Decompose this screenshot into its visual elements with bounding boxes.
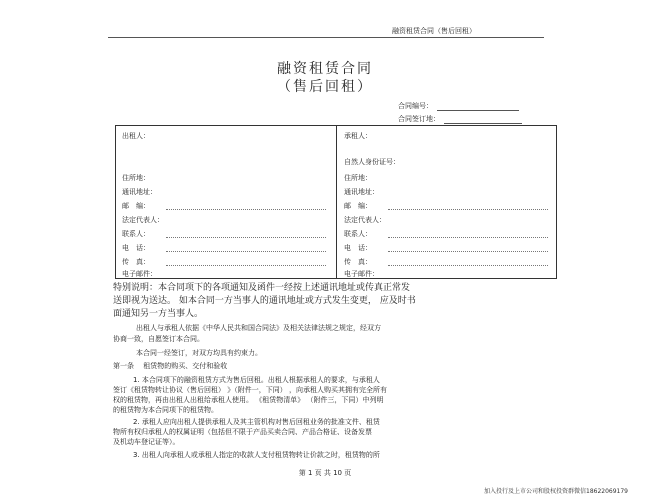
lessee-contact-blank[interactable] [388, 237, 548, 238]
article-1-para-1-line: 的租赁物为本合同项下的租赁物。 [113, 406, 218, 414]
lessee-name-label: 承租人： [344, 132, 372, 140]
lessee-address-label: 住所地： [344, 174, 372, 182]
running-header: 融资租赁合同（售后回租） [392, 27, 476, 35]
preamble-line: 本合同一经签订，对双方均具有约束力。 [136, 349, 262, 357]
lessor-mail-address-label: 通讯地址： [122, 188, 157, 196]
article-1-para-3-line: 3. 出租人向承租人或承租人指定的收款人支付租赁物转让价款之时，租赁物的所 [133, 451, 380, 459]
contract-number-blank[interactable] [437, 103, 519, 111]
lessor-postcode-label: 邮 编： [122, 202, 150, 210]
notice-line: 面通知另一方当事人。 [113, 309, 204, 319]
lessor-email-label: 电子邮件： [122, 270, 157, 278]
contract-number-label: 合同编号： [398, 102, 433, 110]
contract-number-row [398, 101, 519, 111]
preamble-line: 出租人与承租人依据《中华人民共和国合同法》及相关法律法规之规定，经双方 [136, 324, 381, 332]
document-subtitle: （售后回租） [277, 79, 373, 95]
lessor-phone-label: 电 话： [122, 244, 150, 252]
lessee-contact-label: 联系人： [344, 230, 372, 238]
lessee-legal-rep-label: 法定代表人： [344, 216, 386, 224]
sign-place-row [398, 114, 522, 124]
lessor-phone-blank[interactable] [166, 251, 326, 252]
article-1-para-1-line: 权的租赁物，再由出租人出租给承租人使用。 《租赁物清单》 （附件三，下同）中列明 [113, 396, 384, 404]
preamble-line: 协商一致，自愿签订本合同。 [113, 335, 204, 343]
lessee-fax-label: 传 真： [344, 258, 372, 266]
lessor-name-label: 出租人： [122, 132, 150, 140]
lessor-legal-rep-label: 法定代表人： [122, 216, 164, 224]
sign-place-blank[interactable] [444, 116, 522, 124]
article-1-para-2-line: 及机动车登记证等）。 [113, 438, 180, 446]
header-rule [108, 37, 544, 38]
party-divider [336, 126, 337, 278]
lessee-postcode-label: 邮 编： [344, 202, 372, 210]
lessee-fax-blank[interactable] [388, 265, 548, 266]
lessor-address-label: 住所地： [122, 174, 150, 182]
article-1-para-1-line: 签订《租赁物转让协议（售后回租） 》（附件一，下同） ，向承租人购买其拥有完全所有 [113, 386, 387, 394]
lessor-postcode-blank[interactable] [166, 209, 326, 210]
lessee-id-number-label: 自然人身份证号： [344, 158, 400, 166]
lessee-email-label: 电子邮件： [344, 270, 379, 278]
lessor-contact-label: 联系人： [122, 230, 150, 238]
article-1-para-2-line: 物所有权归承租人的权属证明（包括但不限于产品买卖合同、产品合格证、设备发票 [113, 428, 372, 436]
party-info-table [115, 125, 557, 279]
lessee-phone-blank[interactable] [388, 251, 548, 252]
page-number: 第 1 页 共 10 页 [298, 469, 352, 477]
lessee-phone-label: 电 话： [344, 244, 372, 252]
footer-note: 加入投行及上市公司和股权投资群微信18622069179 [484, 488, 628, 495]
lessor-contact-blank[interactable] [166, 237, 326, 238]
lessee-postcode-blank[interactable] [388, 209, 548, 210]
sign-place-label: 合同签订地： [398, 115, 440, 123]
lessor-fax-blank[interactable] [166, 265, 326, 266]
document-title: 融资租赁合同 [277, 61, 373, 77]
article-1-para-1-line: 1. 本合同项下的融资租赁方式为售后回租。出租人根据承租人的要求，与承租人 [133, 376, 380, 384]
article-1-para-2-line: 2. 承租人应向出租人提供承租人及其主管机构对售后回租业务的批准文件、租赁 [133, 418, 380, 426]
article-1-heading: 第一条 租赁物的购买、交付和验收 [113, 362, 228, 370]
lessor-fax-label: 传 真： [122, 258, 150, 266]
notice-line: 特别说明：本合同项下的各项通知及函件一经按上述通讯地址或传真正常发 [113, 283, 411, 293]
notice-line: 送即视为送达。 如本合同一方当事人的通讯地址或方式发生变更， 应及时书 [113, 296, 416, 306]
lessee-mail-address-label: 通讯地址： [344, 188, 379, 196]
